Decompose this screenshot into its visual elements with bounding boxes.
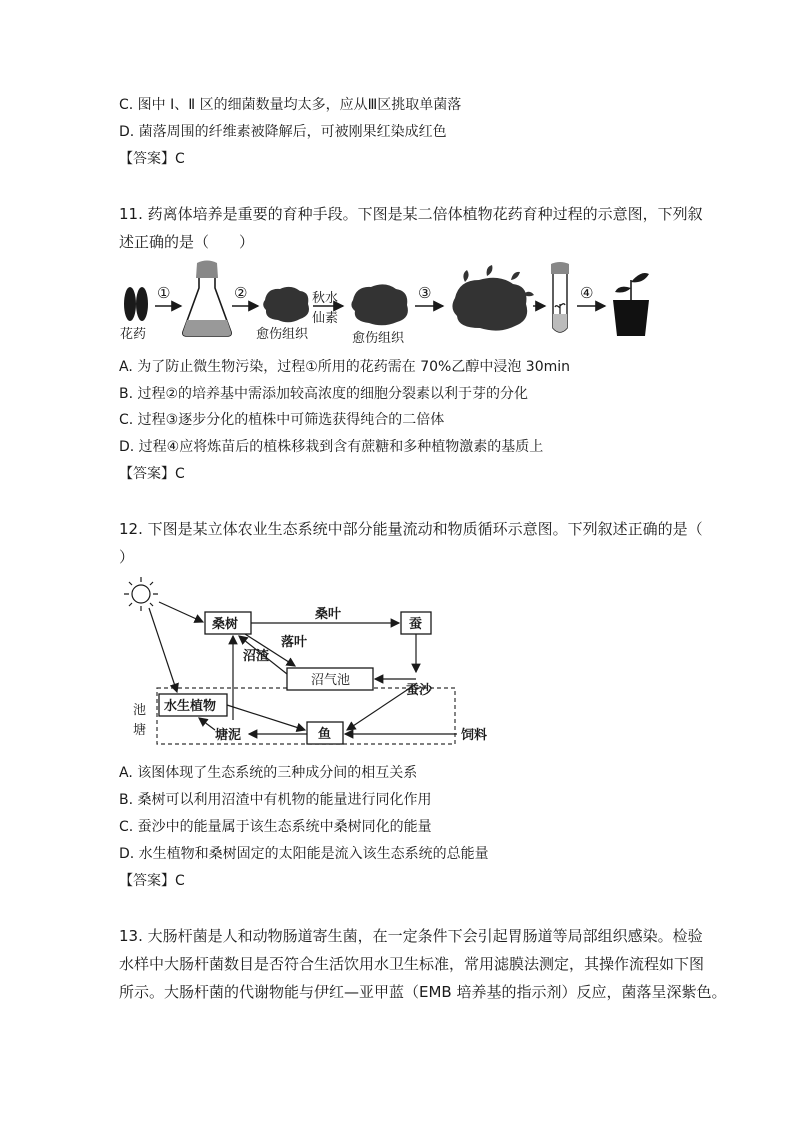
q12-option-b: B. 桑树可以利用沼渣中有机物的能量进行同化作用 — [119, 792, 432, 808]
label-colchicine-1: 秋水 — [312, 291, 339, 306]
q11-answer: 【答案】C — [119, 466, 185, 482]
label-anther: 花药 — [120, 327, 147, 342]
label-residue: 沼渣 — [243, 649, 270, 664]
q12-option-d: D. 水生植物和桑树固定的太阳能是流入该生态系统的总能量 — [119, 846, 489, 862]
q11-option-a: A. 为了防止微生物污染，过程①所用的花药需在 70%乙醇中浸泡 30min — [119, 359, 571, 375]
q11-option-d: D. 过程④应将炼苗后的植株移栽到含有蔗糖和多种植物激素的基质上 — [119, 439, 544, 455]
step3-label: ③ — [418, 284, 432, 302]
callus-icon — [351, 284, 407, 325]
anther-icon — [124, 287, 148, 321]
label-pond-1: 池 — [133, 703, 147, 718]
step1-label: ① — [157, 284, 171, 302]
q10-answer: 【答案】C — [119, 151, 185, 167]
sun-icon — [124, 577, 158, 611]
label-silkworm-dung: 蚕沙 — [406, 683, 433, 698]
label-pond-2: 塘 — [133, 723, 147, 738]
q13-line3: 所示。大肠杆菌的代谢物能与伊红—亚甲蓝（EMB 培养基的指示剂）反应，菌落呈深紫色。 — [119, 983, 727, 1001]
q11-option-b: B. 过程②的培养基中需添加较高浓度的细胞分裂素以利于芽的分化 — [119, 386, 529, 402]
node-silkworm: 蚕 — [409, 617, 423, 632]
test-tube-icon — [551, 262, 569, 332]
label-callus-2: 愈伤组织 — [352, 331, 405, 346]
q11-stem-line1: 11. 药离体培养是重要的育种手段。下图是某二倍体植物花药育种过程的示意图，下列叙 — [119, 205, 703, 223]
q13-line1: 13. 大肠杆菌是人和动物肠道寄生菌，在一定条件下会引起胃肠道等局部组织感染。检验 — [119, 927, 703, 945]
q12-answer: 【答案】C — [119, 873, 185, 889]
label-colchicine-2: 仙素 — [312, 311, 339, 326]
node-aquatic-plants: 水生植物 — [164, 699, 217, 714]
callus-icon — [263, 287, 309, 322]
q12-option-a: A. 该图体现了生态系统的三种成分间的相互关系 — [119, 765, 418, 781]
q11-stem-line2: 述正确的是（ ） — [119, 233, 255, 251]
label-pond-mud: 塘泥 — [215, 728, 242, 743]
q10-option-c: C. 图中 Ⅰ、Ⅱ 区的细菌数量均太多，应从Ⅲ区挑取单菌落 — [119, 97, 462, 113]
node-biogas: 沼气池 — [311, 673, 351, 688]
q12-stem-line1: 12. 下图是某立体农业生态系统中部分能量流动和物质循环示意图。下列叙述正确的是（ — [119, 520, 703, 538]
label-fallen-leaves: 落叶 — [281, 635, 308, 650]
q11-anther-culture-figure — [115, 258, 675, 350]
label-callus-1: 愈伤组织 — [256, 327, 309, 342]
q12-option-c: C. 蚕沙中的能量属于该生态系统中桑树同化的能量 — [119, 819, 432, 835]
q12-stem-line2: ） — [119, 548, 135, 566]
potted-seedling-icon — [613, 273, 649, 336]
step4-label: ④ — [580, 284, 594, 302]
label-mulberry-leaf: 桑叶 — [315, 607, 342, 622]
q13-line2: 水样中大肠杆菌数目是否符合生活饮用水卫生标准，常用滤膜法测定，其操作流程如下图 — [119, 955, 705, 973]
flask-icon — [183, 261, 231, 337]
label-feed: 饲料 — [461, 728, 488, 743]
node-fish: 鱼 — [318, 727, 332, 742]
q10-option-d: D. 菌落周围的纤维素被降解后，可被刚果红染成红色 — [119, 124, 447, 140]
node-mulberry: 桑树 — [212, 617, 239, 632]
q12-ecosystem-figure — [115, 572, 515, 752]
step2-label: ② — [234, 284, 248, 302]
q11-option-c: C. 过程③逐步分化的植株中可筛选获得纯合的二倍体 — [119, 412, 445, 428]
plantlet-clump-icon — [452, 265, 534, 331]
